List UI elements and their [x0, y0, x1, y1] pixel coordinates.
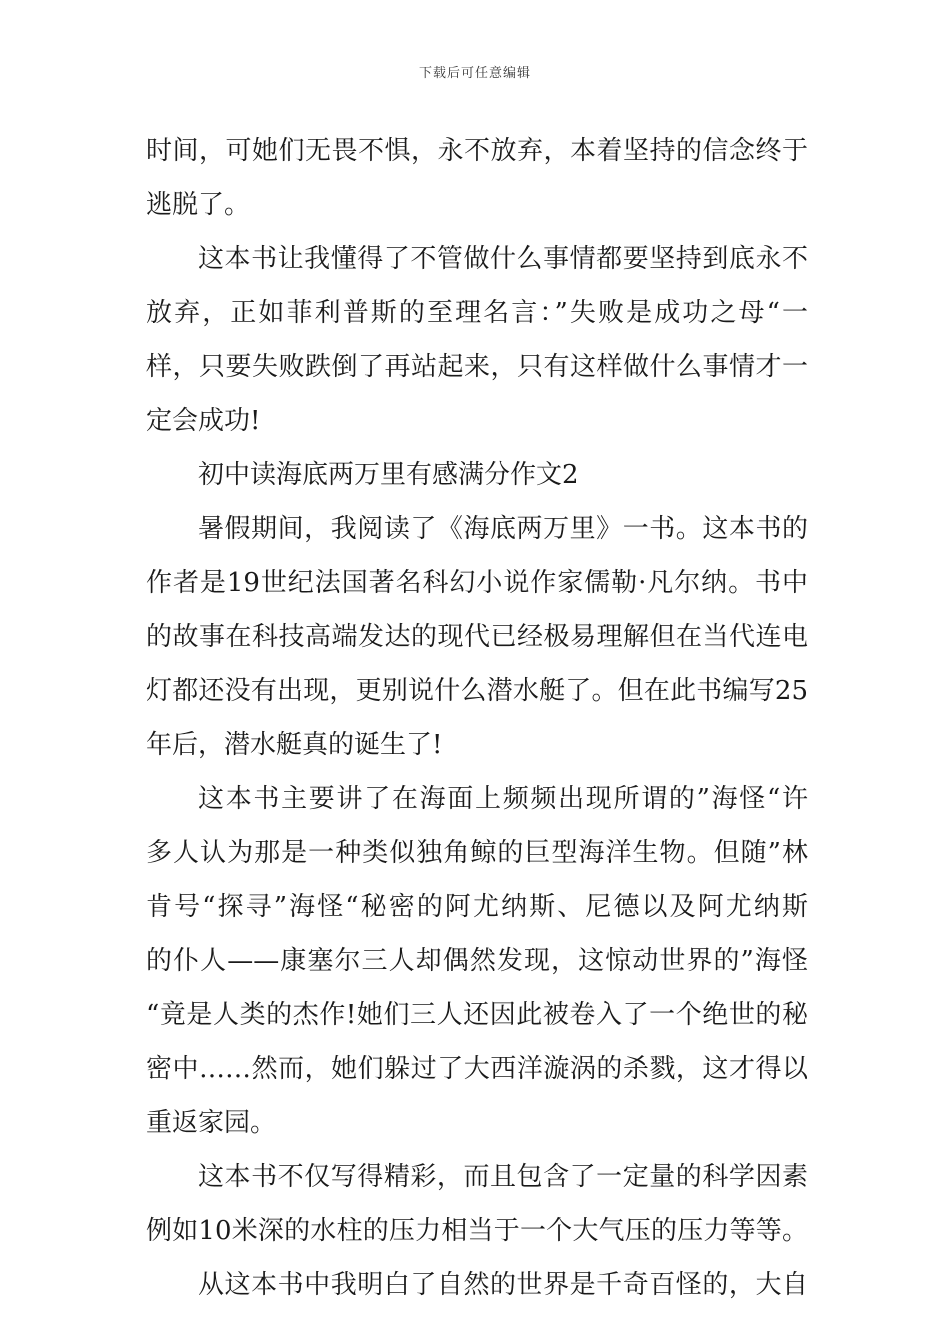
text-line: 密中……然而，她们躲过了大西洋漩涡的杀戮，这才得以 [146, 1054, 808, 1084]
section-heading: 初中读海底两万里有感满分作文2 [198, 460, 579, 490]
text-line: 这本书主要讲了在海面上频频出现所谓的”海怪“许 [198, 784, 808, 814]
page-header: 下载后可任意编辑 [418, 66, 531, 81]
text-line: 这本书让我懂得了不管做什么事情都要坚持到底永不 [198, 244, 808, 274]
text-line: 年后，潜水艇真的诞生了! [146, 730, 443, 760]
text-line: 例如10米深的水柱的压力相当于一个大气压的压力等等。 [146, 1216, 808, 1246]
document-body [146, 124, 808, 1312]
text-line: “竟是人类的杰作!她们三人还因此被卷入了一个绝世的秘 [146, 1000, 808, 1030]
text-line: 的仆人——康塞尔三人却偶然发现，这惊动世界的”海怪 [146, 946, 808, 976]
text-line: 的故事在科技高端发达的现代已经极易理解但在当代连电 [146, 622, 808, 652]
text-line: 灯都还没有出现，更别说什么潜水艇了。但在此书编写25 [146, 676, 808, 706]
text-line: 作者是19世纪法国著名科幻小说作家儒勒·凡尔纳。书中 [146, 568, 808, 598]
text-line: 逃脱了。 [146, 190, 251, 220]
text-line: 样，只要失败跌倒了再站起来，只有这样做什么事情才一 [146, 352, 808, 382]
text-line: 肯号“探寻”海怪“秘密的阿尤纳斯、尼德以及阿尤纳斯 [146, 892, 808, 922]
text-line: 放弃，正如菲利普斯的至理名言：”失败是成功之母“一 [146, 298, 808, 328]
text-line: 定会成功! [146, 406, 261, 436]
text-line: 暑假期间，我阅读了《海底两万里》一书。这本书的 [198, 514, 808, 544]
text-line: 这本书不仅写得精彩，而且包含了一定量的科学因素 [198, 1162, 808, 1192]
text-line: 从这本书中我明白了自然的世界是千奇百怪的，大自 [198, 1270, 808, 1300]
text-line: 时间，可她们无畏不惧，永不放弃，本着坚持的信念终于 [146, 136, 808, 166]
text-line: 重返家园。 [146, 1108, 277, 1138]
text-line: 多人认为那是一种类似独角鲸的巨型海洋生物。但随”林 [146, 838, 808, 868]
